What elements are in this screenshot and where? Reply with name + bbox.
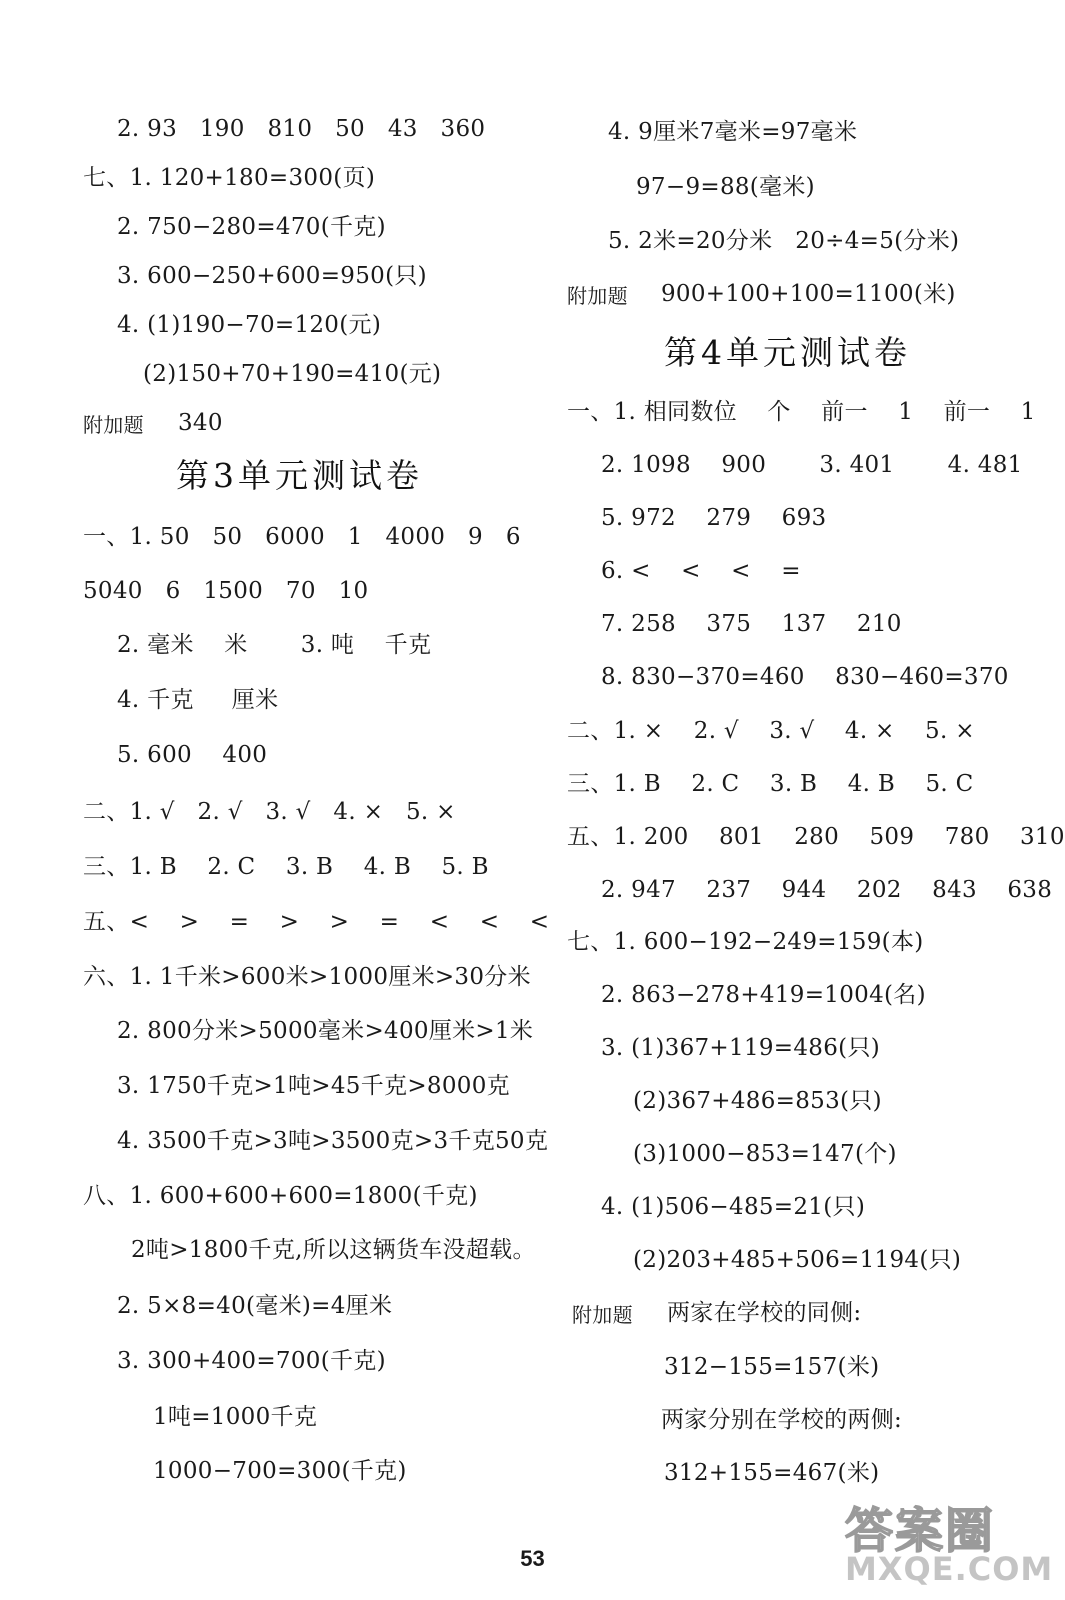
page-number: 53 [520, 1546, 545, 1571]
answer-line: (2)367+486=853(只) [633, 1088, 882, 1114]
answer-line: 2吨>1800千克,所以这辆货车没超载。 [131, 1237, 536, 1263]
answer-line: 2. 毫米 米 3. 吨 千克 [117, 632, 432, 658]
answer-line: 4. (1)506−485=21(只) [601, 1194, 866, 1220]
answer-line: 1吨=1000千克 [153, 1404, 318, 1430]
watermark-logo [845, 1492, 1055, 1592]
answer-line: 5. 972 279 693 [601, 505, 827, 531]
answer-line: 三、1. B 2. C 3. B 4. B 5. B [83, 854, 489, 880]
answer-line: 3. (1)367+119=486(只) [601, 1035, 881, 1061]
answer-line: (3)1000−853=147(个) [633, 1141, 897, 1167]
bonus-label: 附加题 [572, 1303, 633, 1327]
answer-line: 7. 258 375 137 210 [601, 611, 902, 637]
answer-line: 一、1. 50 50 6000 1 4000 9 6 [83, 524, 521, 550]
answer-line: 5. 2米=20分米 20÷4=5(分米) [608, 228, 960, 254]
answer-line: 二、1. × 2. √ 3. √ 4. × 5. × [567, 718, 975, 744]
unit4-title: 第4单元测试卷 [664, 333, 911, 372]
answer-line: 4. 9厘米7毫米=97毫米 [608, 119, 858, 145]
answer-line: 2. 863−278+419=1004(名) [601, 982, 926, 1008]
bonus-label: 附加题 [567, 284, 628, 308]
bonus-label: 附加题 [83, 413, 144, 437]
answer-line: 3. 1750千克>1吨>45千克>8000克 [117, 1073, 510, 1099]
answer-line: 312−155=157(米) [664, 1354, 880, 1380]
answer-line: 2. 93 190 810 50 43 360 [117, 116, 486, 142]
answer-line: 七、1. 120+180=300(页) [83, 165, 376, 191]
answer-line: 312+155=467(米) [664, 1460, 880, 1486]
answer-line: 2. 5×8=40(毫米)=4厘米 [117, 1293, 393, 1319]
answer-line: (2)203+485+506=1194(只) [633, 1247, 962, 1273]
answer-line: 三、1. B 2. C 3. B 4. B 5. C [567, 771, 974, 797]
answer-line: 八、1. 600+600+600=1800(千克) [83, 1183, 478, 1209]
watermark-url: MXQE.COM [845, 1550, 1054, 1588]
bonus-value: 900+100+100=1100(米) [661, 281, 956, 307]
answer-line: 8. 830−370=460 830−460=370 [601, 664, 1009, 690]
answer-line: 2. 1098 900 3. 401 4. 481 [601, 452, 1023, 478]
answer-line: 5040 6 1500 70 10 [83, 578, 369, 604]
answer-line: (2)150+70+190=410(元) [143, 361, 442, 387]
bonus-value: 340 [178, 410, 223, 436]
answer-line: 五、1. 200 801 280 509 780 310 [567, 824, 1065, 850]
unit3-title: 第3单元测试卷 [176, 456, 423, 495]
answer-line: 五、< > = > > = < < < [83, 909, 550, 935]
answer-line: 六、1. 1千米>600米>1000厘米>30分米 [83, 964, 531, 990]
watermark-chinese: 答案圈 [845, 1503, 996, 1559]
answer-line: 2. 800分米>5000毫米>400厘米>1米 [117, 1018, 534, 1044]
answer-line: 5. 600 400 [117, 742, 268, 768]
answer-line: 1000−700=300(千克) [153, 1458, 407, 1484]
answer-line: 二、1. √ 2. √ 3. √ 4. × 5. × [83, 799, 456, 825]
answer-line: 4. 3500千克>3吨>3500克>3千克50克 [117, 1128, 549, 1154]
answer-line: 97−9=88(毫米) [636, 174, 815, 200]
answer-line: 2. 947 237 944 202 843 638 [601, 877, 1053, 903]
answer-line: 一、1. 相同数位 个 前一 1 前一 1 [567, 399, 1036, 425]
answer-line: 3. 600−250+600=950(只) [117, 263, 427, 289]
answer-line: 2. 750−280=470(千克) [117, 214, 386, 240]
answer-line: 两家分别在学校的两侧: [661, 1407, 903, 1433]
answer-line: 两家在学校的同侧: [667, 1300, 862, 1326]
answer-line: 3. 300+400=700(千克) [117, 1348, 386, 1374]
answer-line: 七、1. 600−192−249=159(本) [567, 929, 924, 955]
answer-line: 4. (1)190−70=120(元) [117, 312, 382, 338]
answer-line: 4. 千克 厘米 [117, 687, 279, 713]
answer-line: 6. < < < = [601, 558, 801, 584]
